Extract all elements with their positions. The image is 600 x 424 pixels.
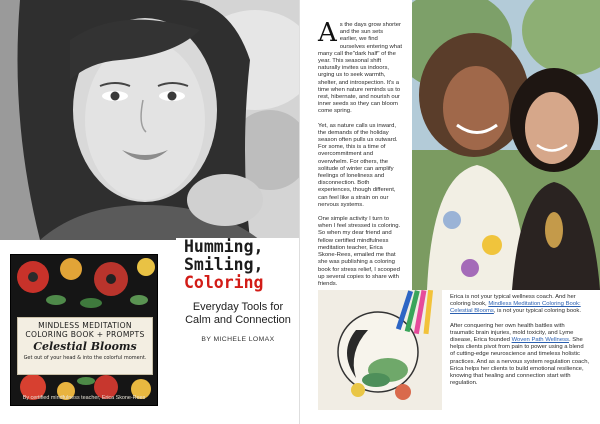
coloring-page-photo	[318, 290, 442, 410]
subtitle-line-1: Everyday Tools for	[192, 301, 284, 313]
book-title-line3: Celestial Blooms	[33, 340, 137, 353]
paragraph-4-text-a: Erica is not your typical wellness coach. And her coloring book,	[450, 294, 576, 308]
headline-line-1: Humming,	[184, 237, 264, 256]
paragraph-5	[450, 323, 590, 388]
headline-line-3: Coloring	[184, 273, 264, 292]
paragraph-4-text-b: , is not your typical coloring book.	[493, 308, 581, 315]
coloring-page-illustration	[318, 290, 442, 410]
article-column-1	[318, 18, 402, 295]
subtitle-line-2: Calm and Connection	[185, 314, 291, 326]
headline-line-2: Smiling,	[184, 255, 264, 274]
paragraph-1	[318, 18, 402, 116]
portrait-photo	[0, 0, 300, 240]
right-page	[300, 0, 600, 424]
article-column-2	[450, 294, 590, 394]
woven-path-link[interactable]: Woven Path Wellness	[511, 337, 569, 344]
paragraph-5-text-b: . She helps clients pivot from pain to power using a blend of cutting-edge neuroscience and timeless holistic practices. And as a nervous system regulation coach, Erica helps her clients to build emotional resilience, knowing that healing and connection start with regulation.	[450, 337, 590, 387]
book-title-link[interactable]: Mindless Meditation Coloring Book: Celestial Blooms	[450, 301, 581, 315]
portrait-illustration	[0, 0, 300, 240]
paragraph-2: Yet, as nature calls us inward, the demands of the holiday season often pulls us outward. For some, this is a time of overcommitment and overwhelm. For others, the solitude of winter can amplify feelings of loneliness and disconnection. Both experiences, though different, can feel like a strain on our nervous systems.	[318, 122, 398, 208]
paragraph-3: One simple activity I turn to when I feel stressed is coloring. So when my dear friend and fellow certified mindfulness meditation teacher, Erica Skone-Rees, emailed me that she was publishing a coloring book for stress relief, I scooped up several copies to share with friends.	[318, 216, 401, 287]
paragraph-1-text: s the days grow shorter and the sun sets earlier, we find ourselves entering what many call the"dark half" of the year. This seasonal shift naturally invites us indoors, urging us to seek warmth, shelter, and introspection. It's a time when nature reminds us to rest, hibernate, and nourish our inner seeds so they can bloom come spring.	[318, 22, 402, 115]
book-tagline: Get out of your head & into the colorful moment.	[23, 355, 147, 361]
paragraph-5-text-a: After conquering her own health battles with traumatic brain injuries, mold toxicity, and Lyme disease, Erica founded	[450, 322, 574, 344]
book-title-line1: MINDLESS MEDITATION	[38, 321, 132, 330]
subtitle	[176, 301, 300, 327]
drop-cap: A	[318, 18, 337, 48]
byline: BY MICHELE LOMAX	[201, 336, 275, 343]
book-cover	[10, 254, 158, 406]
paragraph-4	[450, 294, 590, 316]
book-title-band	[17, 317, 153, 375]
book-title-line2: COLORING BOOK + PROMPTS	[25, 330, 145, 339]
title-block	[176, 238, 300, 343]
book-author-credit: By certified mindfulness teacher, Erica Skone-Rees	[22, 395, 146, 401]
friends-photo-illustration	[412, 0, 600, 290]
friends-photo	[412, 0, 600, 290]
